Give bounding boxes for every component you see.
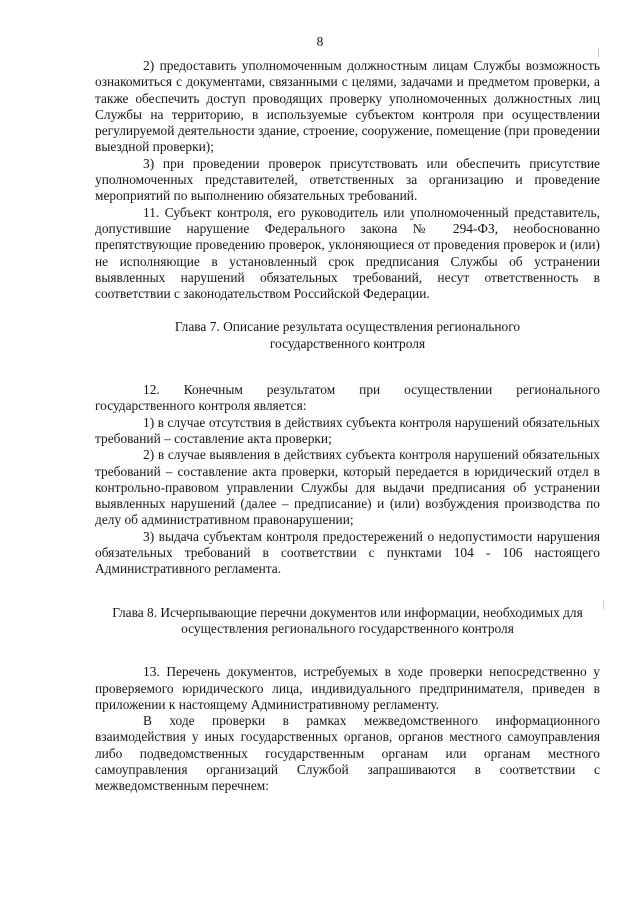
scan-mark [598, 48, 599, 57]
chapter-7-heading: Глава 7. Описание результата осуществления регионального государственного контроля [174, 319, 521, 351]
paragraph-13: 13. Перечень документов, истребуемых в ходе проверки непосредственно у проверяемого юридического лица, индивидуального предпринимателя, приведен в приложении к настоящему Административному регламенту. [95, 664, 600, 712]
paragraph-item-3: 3) при проведении проверок присутствовать или обеспечить присутствие уполномоченных представителей, ответственных за организацию и проведение мероприятий по выполнению обязательных требований. [95, 155, 600, 204]
chapter-8-heading: Глава 8. Исчерпывающие перечни документов или информации, необходимых для осуществления регионального государственного контроля [112, 604, 583, 636]
document-body [95, 58, 600, 795]
paragraph-interagency: В ходе проверки в рамках межведомственного информационного взаимодействия у иных государственных органов, органов местного самоуправления либо подведомственных государственным органам или органам местного самоуправления организаций Службой запрашиваются в соответствии с межведомственным перечнем: [95, 713, 600, 794]
paragraph-12-item-2: 2) в случае выявления в действиях субъекта контроля нарушений обязательных требований – составление акта проверки, который передается в юридический отдел в контрольно-правовом управлении Службы для выдачи предписания об устранении выявленных нарушений (далее – предписание) и (или) возбуждения производства по делу об административном правонарушении; [95, 447, 600, 528]
paragraph-12-item-1: 1) в случае отсутствия в действиях субъекта контроля нарушений обязательных требований – составление акта проверки; [95, 414, 600, 446]
page-number: 8 [316, 34, 324, 49]
paragraph-12: 12. Конечным результатом при осуществлении регионального государственного контроля является: [95, 382, 600, 414]
paragraph-12-item-3: 3) выдача субъектам контроля предостережений о недопустимости нарушения обязательных требований в соответствии с пунктами 104 - 106 настоящего Административного регламента. [95, 528, 600, 577]
paragraph-11: 11. Субъект контроля, его руководитель или уполномоченный представитель, допустившие нарушение Федерального закона № 294-ФЗ, необоснованно препятствующие проведению проверок, уклоняющиеся от проведения проверок и (или) не исполняющие в установленный срок предписания Службы об устранении выявленных нарушений обязательных требований, несут ответственность в соответствии с законодательством Российской Федерации. [95, 204, 600, 302]
paragraph-item-2: 2) предоставить уполномоченным должностным лицам Службы возможность ознакомиться с документами, связанными с целями, задачами и предметом проверки, а также обеспечить доступ проводящих проверку уполномоченных должностных лиц Службы на территорию, в используемые субъектом контроля при осуществлении регулируемой деятельности здание, строение, сооружение, помещение (при проведении выездной проверки); [95, 58, 600, 155]
scan-mark [603, 600, 604, 609]
